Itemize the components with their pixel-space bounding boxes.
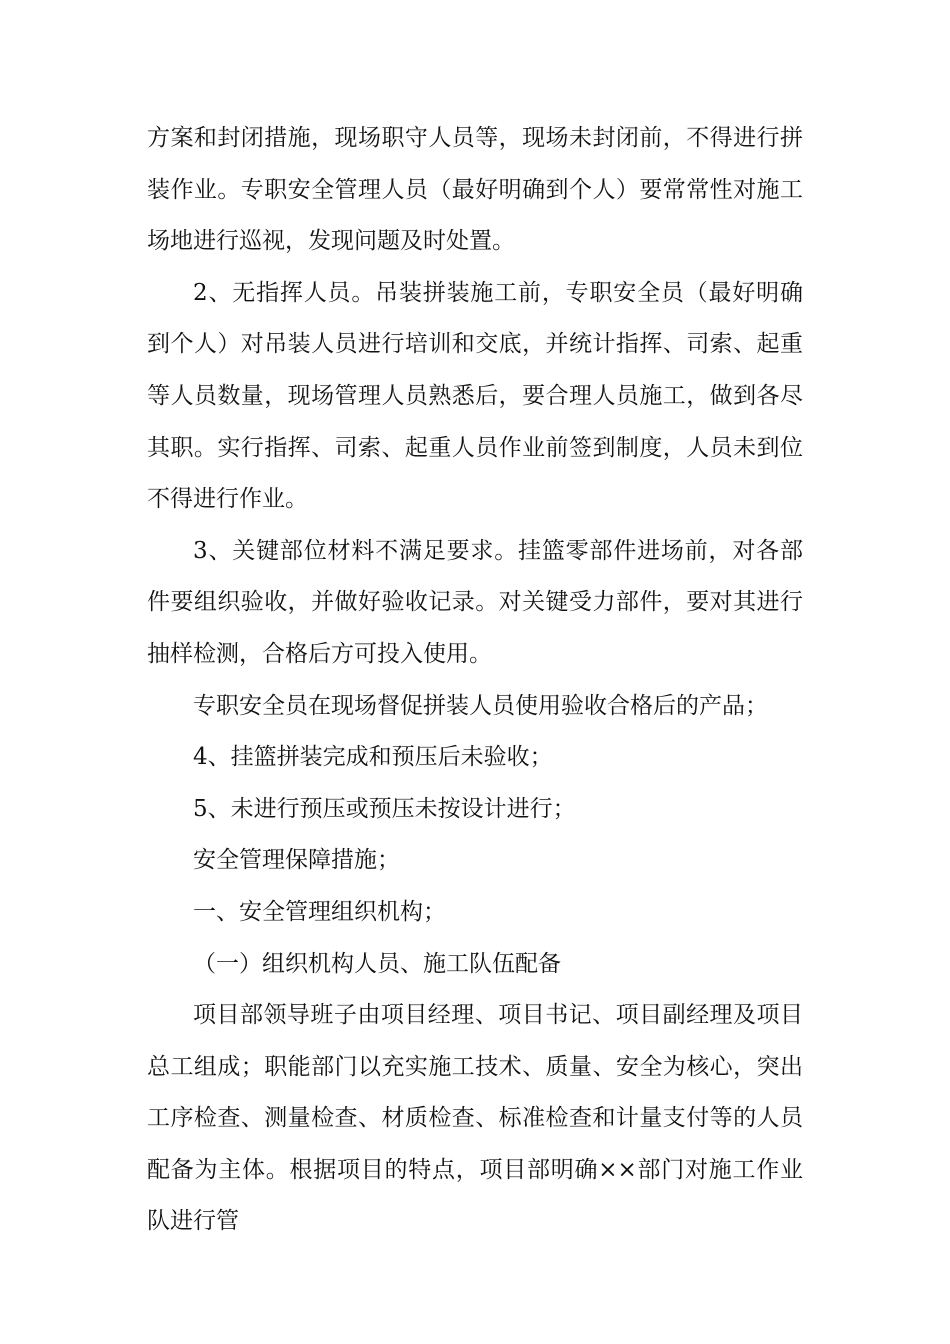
- paragraph-7: 安全管理保障措施；: [193, 847, 400, 874]
- paragraph-6: 5、未进行预压或预压未按设计进行；: [193, 795, 576, 822]
- paragraph-2: 2、无指挥人员。吊装拼装施工前，专职安全员（最好明确到个人）对吊装人员进行培训和交底，并统计指挥、司索、起重等人员数量，现场管理人员熟悉后，要合理人员施工，做到各尽其职。实行指挥、司索、起重人员作业前签到制度，人员未到位不得进行作业。: [147, 279, 803, 513]
- paragraph-9: （一）组织机构人员、施工队伍配备: [193, 950, 561, 977]
- paragraph-4: 专职安全员在现场督促拼装人员使用验收合格后的产品；: [193, 692, 768, 719]
- paragraph-8: 一、安全管理组织机构；: [193, 898, 446, 925]
- paragraph-3: 3、关键部位材料不满足要求。挂篮零部件进场前，对各部件要组织验收，并做好验收记录。对关键受力部件，要对其进行抽样检测，合格后方可投入使用。: [147, 537, 803, 667]
- paragraph-1: 方案和封闭措施，现场职守人员等，现场未封闭前，不得进行拼装作业。专职安全管理人员（最好明确到个人）要常常性对施工场地进行巡视，发现问题及时处置。: [147, 125, 803, 255]
- paragraph-10: 项目部领导班子由项目经理、项目书记、项目副经理及项目总工组成；职能部门以充实施工技术、质量、安全为核心，突出工序检查、测量检查、材质检查、标准检查和计量支付等的人员配备为主体。根据项目的特点，项目部明确××部门对施工作业队进行管: [147, 1002, 803, 1235]
- paragraph-5: 4、挂篮拼装完成和预压后未验收；: [193, 744, 553, 771]
- document-body: [147, 113, 803, 1248]
